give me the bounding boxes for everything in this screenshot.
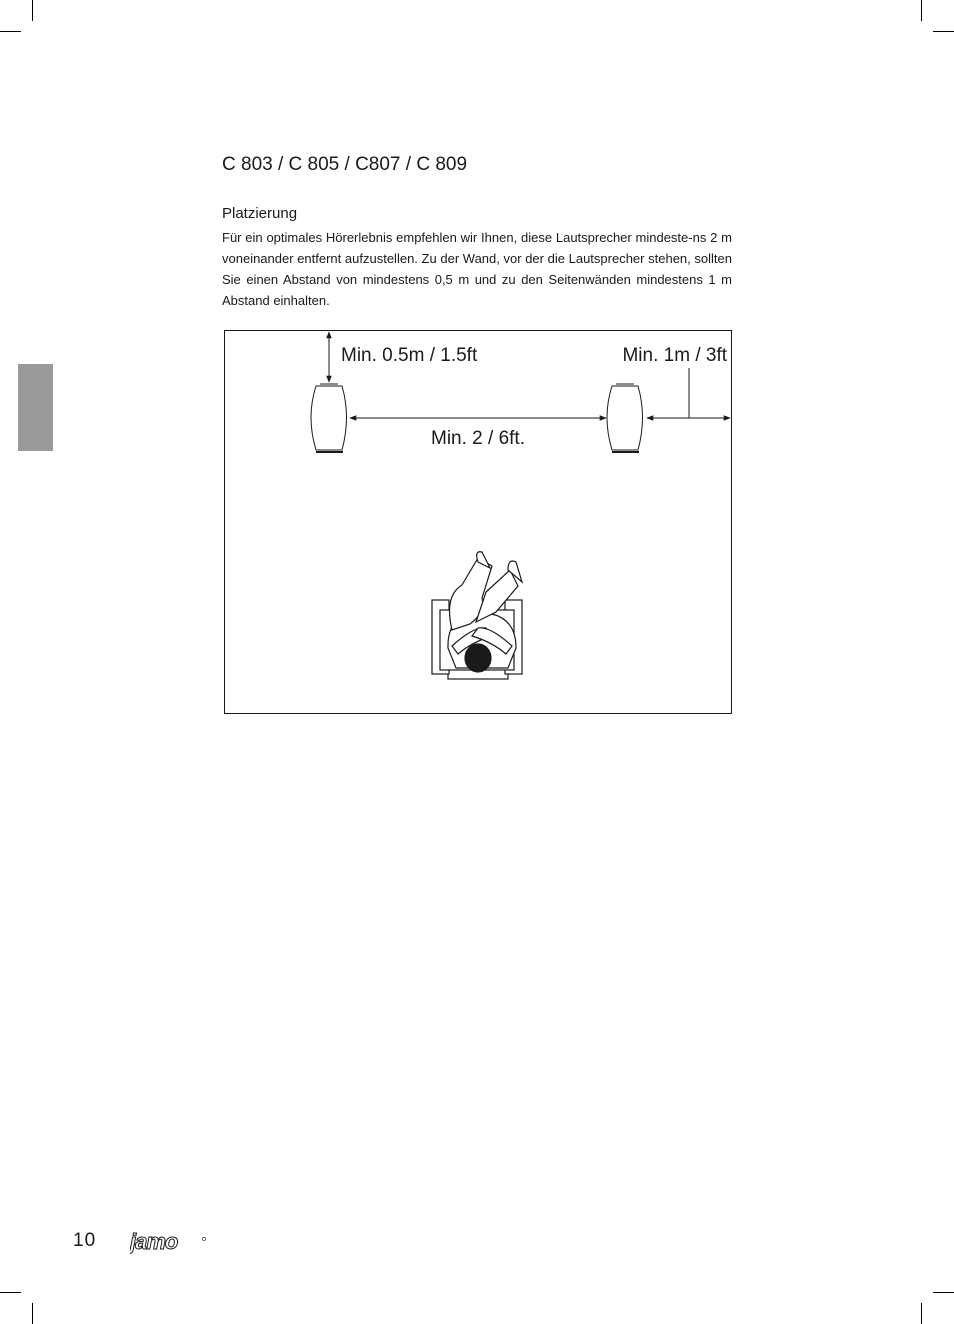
wall-distance-label: Min. 0.5m / 1.5ft xyxy=(341,345,478,366)
logo-text: jamo xyxy=(130,1232,178,1254)
crop-mark-bottom-right-horizontal xyxy=(933,1292,954,1293)
section-heading: Platzierung xyxy=(222,205,298,222)
listener-in-armchair-icon xyxy=(432,552,522,679)
body-text: Für ein optimales Hörerlebnis empfehlen wir Ihnen, diese Lautsprecher mindeste-ns 2 m voneinander entfernt aufzustellen. Zu der Wand, vor der die Lautsprecher stehen, sollten Sie einen Abstand von mindestens 0,5 m und zu den Seitenwänden mindestens 1 m Abstand einhalten. xyxy=(222,230,732,308)
jamo-logo-svg xyxy=(130,1232,208,1254)
registered-mark-icon xyxy=(202,1237,205,1240)
crop-mark-top-left-vertical xyxy=(32,0,33,21)
right-speaker-icon xyxy=(607,384,643,452)
placement-diagram-svg xyxy=(224,330,732,714)
language-side-tab xyxy=(18,364,53,451)
placement-diagram xyxy=(224,330,732,714)
crop-mark-bottom-left-vertical xyxy=(32,1303,33,1324)
model-title: C 803 / C 805 / C807 / C 809 xyxy=(222,154,468,175)
side-distance-label: Min. 1m / 3ft xyxy=(622,345,727,366)
page-number: 10 xyxy=(73,1230,97,1251)
left-speaker-icon xyxy=(311,384,347,452)
crop-mark-top-left-horizontal xyxy=(0,31,21,32)
crop-mark-bottom-left-horizontal xyxy=(0,1292,21,1293)
speaker-distance-label: Min. 2 / 6ft. xyxy=(431,428,525,449)
crop-mark-top-right-vertical xyxy=(921,0,922,21)
crop-mark-top-right-horizontal xyxy=(933,31,954,32)
crop-mark-bottom-right-vertical xyxy=(921,1303,922,1324)
jamo-logo xyxy=(130,1232,208,1259)
